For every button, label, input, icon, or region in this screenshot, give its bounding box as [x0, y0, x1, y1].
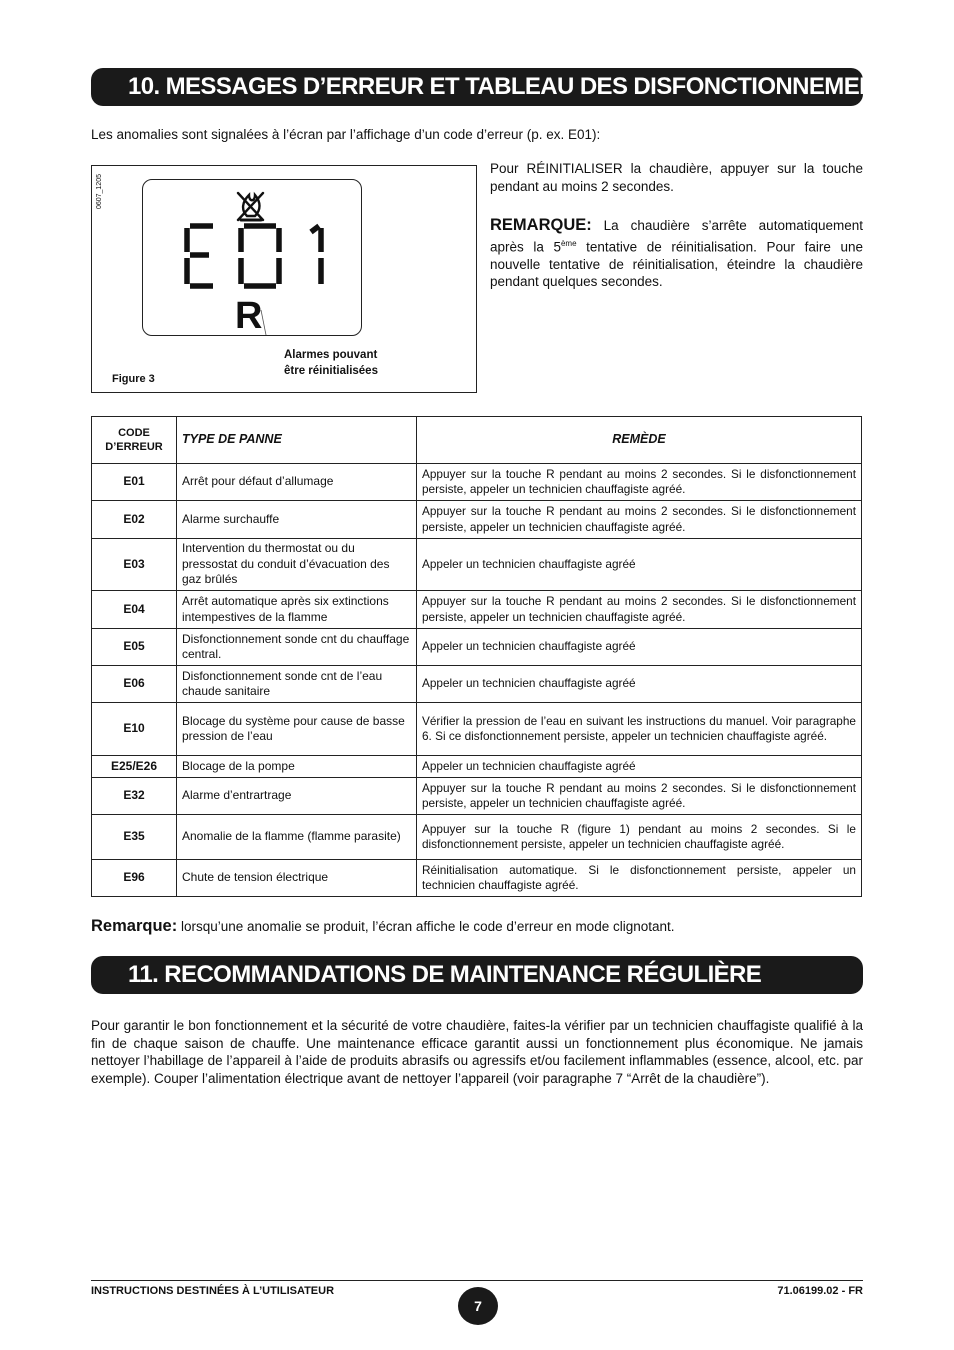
fault-type-cell: Disfonctionnement sonde cnt de l’eau chaude sanitaire — [177, 666, 417, 703]
remarque-blink-note — [91, 917, 675, 936]
figure-caption — [284, 347, 378, 379]
header-code-line-1: CODE — [118, 427, 150, 439]
remarque2-text: lorsqu’une anomalie se produit, l’écran affiche le code d’erreur en mode clignotant. — [177, 919, 675, 934]
table-row — [92, 666, 862, 703]
remarque-text-a: La chaudière s’arrête automatiquement après la 5 — [490, 218, 863, 254]
fault-type-cell: Disfonctionnement sonde cnt du chauffage central. — [177, 629, 417, 666]
error-code-cell: E35 — [92, 815, 177, 860]
table-row — [92, 860, 862, 897]
remedy-cell: Appuyer sur la touche R pendant au moins 2 secondes. Si le disfonctionnement persiste, appeler un technicien chauffagiste agréé. — [417, 464, 862, 501]
reset-instructions: Pour RÉINITIALISER la chaudière, appuyer sur la touche pendant au moins 2 secondes. — [490, 161, 863, 194]
remedy-cell: Appuyer sur la touche R pendant au moins 2 secondes. Si le disfonctionnement persiste, appeler un technicien chauffagiste agréé. — [417, 501, 862, 539]
header-remedy: REMÈDE — [417, 417, 862, 464]
footer-title: INSTRUCTIONS DESTINÉES À L’UTILISATEUR — [91, 1285, 335, 1297]
table-row — [92, 815, 862, 860]
remedy-cell: Appeler un technicien chauffagiste agréé — [417, 756, 862, 778]
error-code-cell: E01 — [92, 464, 177, 501]
error-code-cell: E10 — [92, 703, 177, 756]
error-code-cell: E04 — [92, 591, 177, 629]
table-row — [92, 756, 862, 778]
header-type: TYPE DE PANNE — [177, 417, 417, 464]
remedy-cell: Appuyer sur la touche R pendant au moins 2 secondes. Si le disfonctionnement persiste, appeler un technicien chauffagiste agréé. — [417, 778, 862, 815]
remedy-cell: Appuyer sur la touche R (figure 1) pendant au moins 2 secondes. Si le disfonctionnement persiste, appeler un technicien chauffagiste agréé. — [417, 815, 862, 860]
section-10-title: 10. MESSAGES D’ERREUR ET TABLEAU DES DISFONCTIONNEMENTS — [91, 68, 863, 106]
error-code-cell: E06 — [92, 666, 177, 703]
remedy-cell: Vérifier la pression de l’eau en suivant les instructions du manuel. Voir paragraphe 6. Si ce disfonctionnement persiste, appeler un technicien chauffagiste agréé. — [417, 703, 862, 756]
table-row — [92, 539, 862, 591]
error-code-cell: E03 — [92, 539, 177, 591]
figure-3 — [91, 165, 477, 393]
fault-type-cell: Alarme surchauffe — [177, 501, 417, 539]
error-table — [91, 416, 862, 897]
fault-type-cell: Arrêt pour défaut d’allumage — [177, 464, 417, 501]
remedy-cell: Réinitialisation automatique. Si le disfonctionnement persiste, appeler un technicien chauffagiste agréé. — [417, 860, 862, 897]
error-code-cell: E96 — [92, 860, 177, 897]
document-reference: 71.06199.02 - FR — [777, 1285, 863, 1297]
figure-code: 0607_1205 — [96, 174, 103, 210]
fault-type-cell: Intervention du thermostat ou du pressostat du conduit d’évacuation des gaz brûlés — [177, 539, 417, 591]
lcd-display-graphic — [143, 180, 361, 335]
table-row — [92, 703, 862, 756]
intro-text: Les anomalies sont signalées à l’écran par l’affichage d’un code d’erreur (p. ex. E01): — [91, 127, 601, 142]
table-header-row — [92, 417, 862, 464]
fault-type-cell: Anomalie de la flamme (flamme parasite) — [177, 815, 417, 860]
table-row — [92, 629, 862, 666]
error-code-segments — [187, 226, 321, 286]
remedy-cell: Appuyer sur la touche R pendant au moins 2 secondes. Si le disfonctionnement persiste, appeler un technicien chauffagiste agréé. — [417, 591, 862, 629]
header-code — [92, 417, 177, 464]
table-row — [92, 464, 862, 501]
remarque-block — [490, 217, 863, 291]
remedy-cell: Appeler un technicien chauffagiste agréé — [417, 629, 862, 666]
figure-label: Figure 3 — [112, 373, 155, 385]
remedy-cell: Appeler un technicien chauffagiste agréé — [417, 666, 862, 703]
maintenance-text: Pour garantir le bon fonctionnement et la sécurité de votre chaudière, faites-la vérifier par un technicien chauffagiste qualifié à la fin de chaque saison de chauffe. Une maintenance efficace garantit aussi un fonctionnement plus économique. Ne jamais nettoyer l’habillage de l’appareil à l’aide de produits abrasifs ou agressifs et/ou facilement inflammables (essence, alcool, etc. par exemple). Couper l’alimentation électrique avant de nettoyer l’appareil (voir paragraphe 7 “Arrêt de la chaudière”). — [91, 1018, 863, 1086]
error-code-cell: E05 — [92, 629, 177, 666]
fault-type-cell: Arrêt automatique après six extinctions intempestives de la flamme — [177, 591, 417, 629]
remedy-cell: Appeler un technicien chauffagiste agréé — [417, 539, 862, 591]
remarque-superscript: ème — [560, 238, 577, 248]
table-row — [92, 778, 862, 815]
page-number: 7 — [458, 1287, 498, 1325]
fault-type-cell: Blocage du système pour cause de basse pression de l’eau — [177, 703, 417, 756]
remarque-text-b: tentative de réinitialisation. Pour faire une nouvelle tentative de réinitialisation, éteindre la chaudière pendant quelques secondes. — [490, 239, 863, 289]
header-code-line-2: D’ERREUR — [105, 441, 163, 453]
flame-crossed-icon — [238, 193, 263, 220]
section-11-title: 11. RECOMMANDATIONS DE MAINTENANCE RÉGULIÈRE — [91, 956, 863, 994]
remarque-label: REMARQUE: — [490, 216, 592, 234]
fault-type-cell: Alarme d’entrartrage — [177, 778, 417, 815]
table-row — [92, 501, 862, 539]
error-code-cell: E02 — [92, 501, 177, 539]
error-code-cell: E25/E26 — [92, 756, 177, 778]
error-code-cell: E32 — [92, 778, 177, 815]
lcd-letter-r: R — [235, 295, 263, 335]
error-table-body — [92, 464, 862, 897]
fault-type-cell: Chute de tension électrique — [177, 860, 417, 897]
footer-divider — [91, 1280, 863, 1281]
fault-type-cell: Blocage de la pompe — [177, 756, 417, 778]
remarque2-label: Remarque: — [91, 917, 178, 935]
figure-caption-line-1: Alarmes pouvant — [284, 349, 378, 361]
figure-caption-line-2: être réinitialisées — [284, 365, 378, 377]
table-row — [92, 591, 862, 629]
lcd-display — [142, 179, 362, 336]
